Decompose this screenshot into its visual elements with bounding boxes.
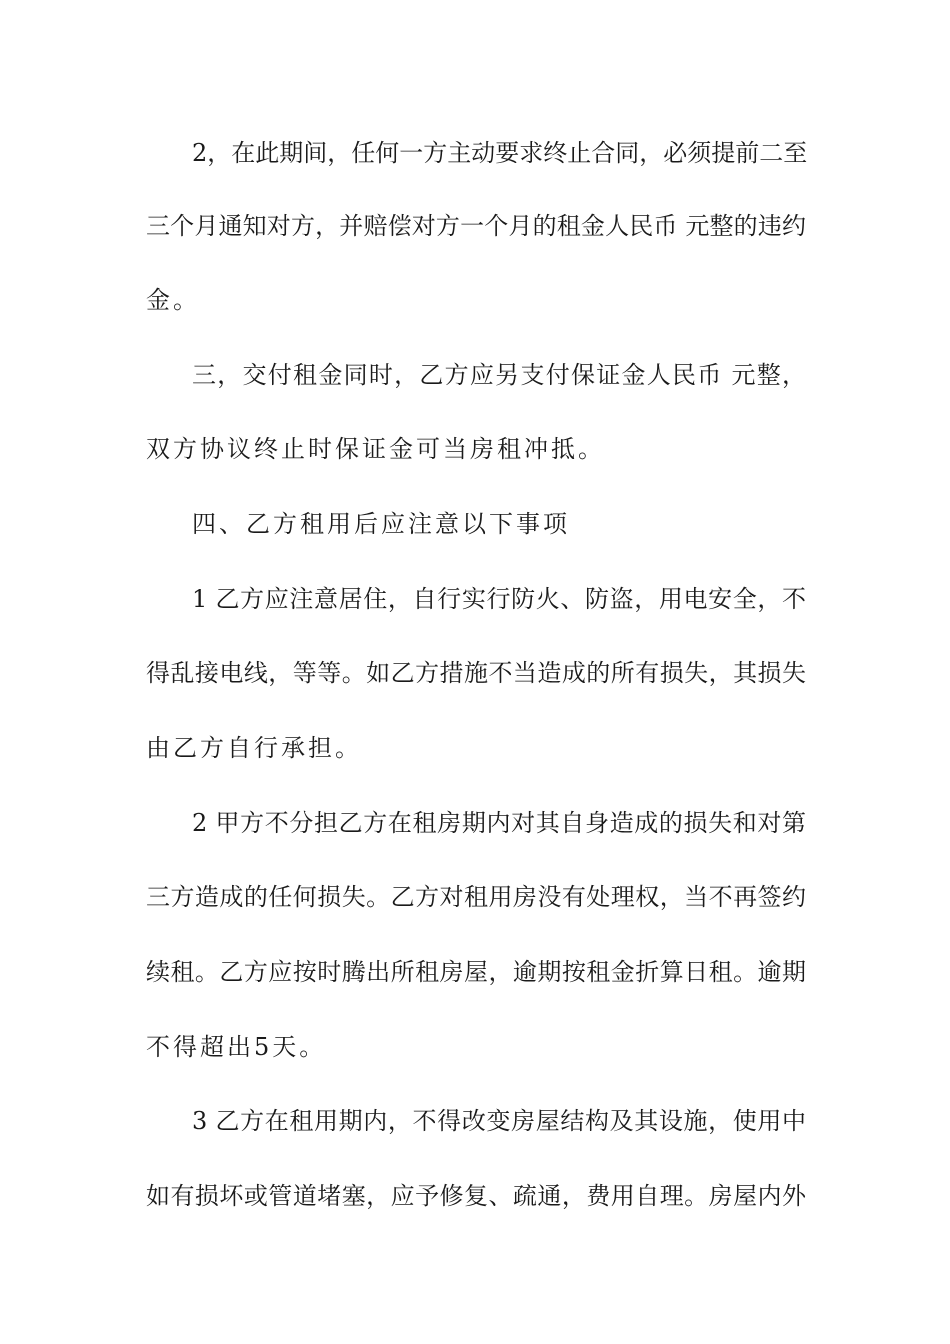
text-line: 得乱接电线，等等。如乙方措施不当造成的所有损失，其损失 xyxy=(146,659,806,687)
text-line: 2，在此期间，任何一方主动要求终止合同，必须提前二至 xyxy=(192,139,808,167)
section-heading: 四、乙方租用后应注意以下事项 xyxy=(192,510,570,538)
text-line: 续租。乙方应按时腾出所租房屋，逾期按租金折算日租。逾期 xyxy=(146,958,806,986)
text-line: 3 乙方在租用期内，不得改变房屋结构及其设施，使用中 xyxy=(192,1107,806,1135)
text-line: 不得超出5天。 xyxy=(146,1033,327,1061)
text-line: 三，交付租金同时，乙方应另支付保证金人民币 元整， xyxy=(192,361,806,389)
text-line: 1 乙方应注意居住，自行实行防火、防盗，用电安全，不 xyxy=(192,585,806,613)
text-line: 如有损坏或管道堵塞，应予修复、疏通，费用自理。房屋内外 xyxy=(146,1182,806,1210)
text-line: 2 甲方不分担乙方在租房期内对其自身造成的损失和对第 xyxy=(192,809,806,837)
text-line: 由乙方自行承担。 xyxy=(146,734,362,762)
text-line: 双方协议终止时保证金可当房租冲抵。 xyxy=(146,435,605,463)
text-line: 金。 xyxy=(146,286,200,314)
text-line: 三方造成的任何损失。乙方对租用房没有处理权，当不再签约 xyxy=(146,883,806,911)
text-line: 三个月通知对方，并赔偿对方一个月的租金人民币 元整的违约 xyxy=(146,212,806,240)
